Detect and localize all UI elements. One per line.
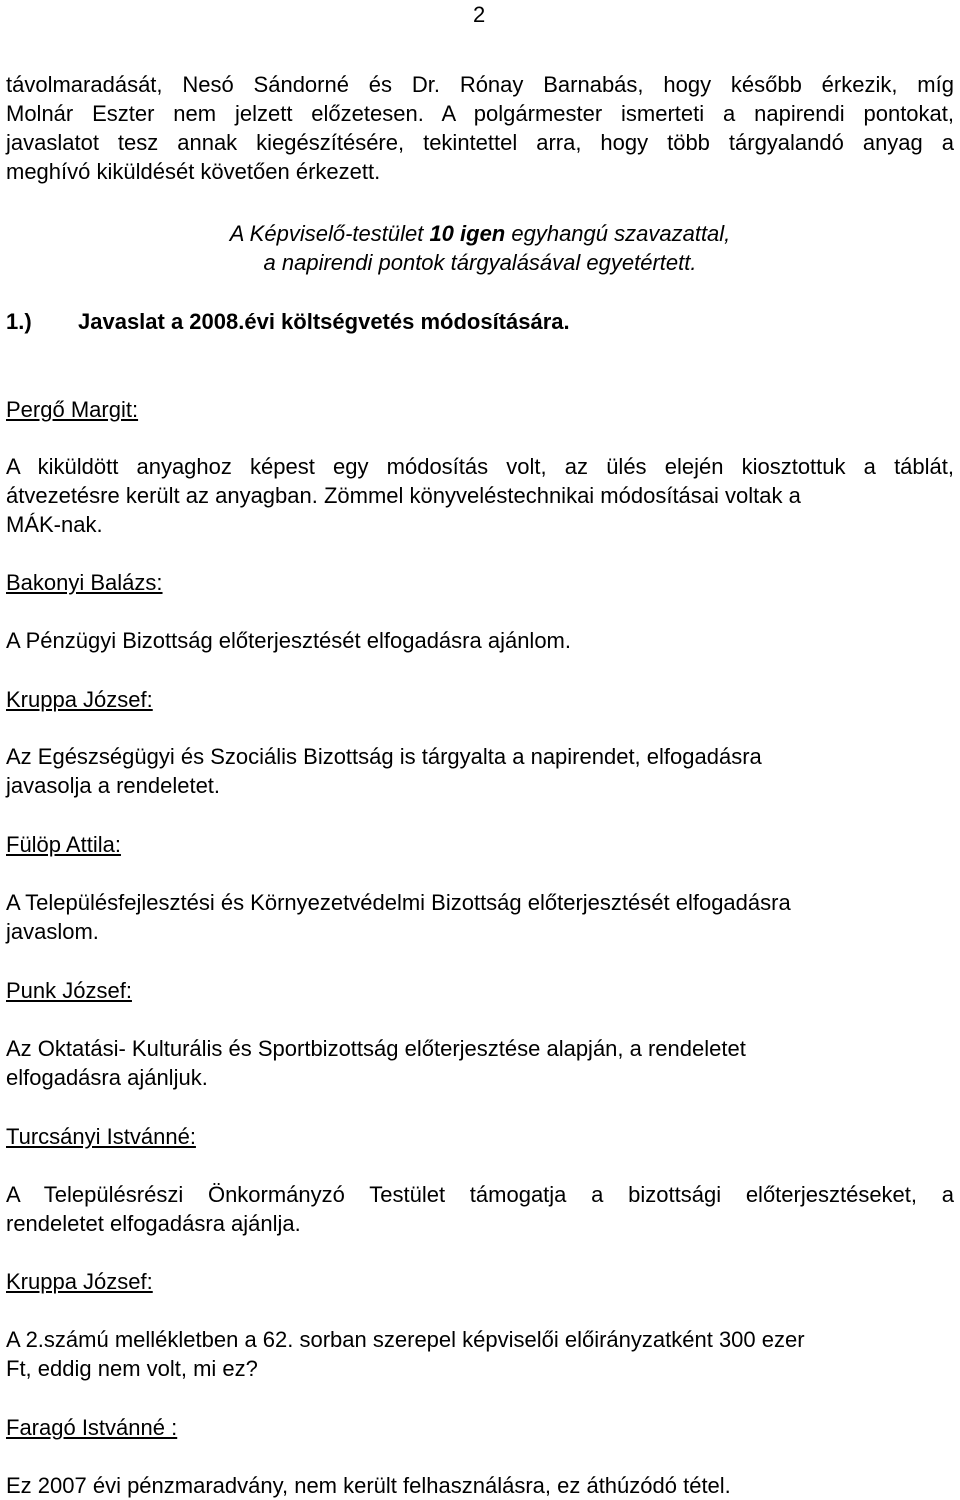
- speaker-name: Punk József:: [6, 978, 132, 1003]
- agenda-number: 1.): [6, 309, 32, 334]
- statement-line: Az Oktatási- Kulturális és Sportbizottság előterjesztése alapján, a rendeletet: [6, 1036, 746, 1061]
- statement-line: Az Egészségügyi és Szociális Bizottság is tárgyalta a napirendet, elfogadásra: [6, 744, 762, 769]
- speaker-name: Turcsányi Istvánné:: [6, 1124, 196, 1149]
- speaker-statement: [6, 888, 954, 946]
- speaker-name: Fülöp Attila:: [6, 832, 121, 857]
- resolution-statement: [0, 219, 960, 277]
- page-number: 2: [473, 2, 486, 27]
- speaker-statement: [6, 742, 954, 800]
- resolution-line-2: a napirendi pontok tárgyalásával egyetértett.: [263, 250, 697, 275]
- speaker-name: Kruppa József:: [6, 687, 153, 712]
- statement-line: javaslom.: [6, 919, 99, 944]
- intro-line: meghívó kiküldését követően érkezett.: [6, 159, 381, 184]
- vote-count: 10 igen: [429, 221, 506, 246]
- speaker-statement: [6, 452, 954, 539]
- agenda-heading: [6, 307, 570, 336]
- statement-line: A 2.számú mellékletben a 62. sorban szerepel képviselői előirányzatként 300 ezer: [6, 1327, 805, 1352]
- statement-line: Ez 2007 évi pénzmaradvány, nem került felhasználásra, ez áthúzódó tétel.: [6, 1473, 731, 1498]
- speaker-statement: [6, 1180, 954, 1238]
- statement-line: Ft, eddig nem volt, mi ez?: [6, 1356, 258, 1381]
- statement-line: A Településfejlesztési és Környezetvédelmi Bizottság előterjesztését elfogadásra: [6, 890, 791, 915]
- statement-line: rendeletet elfogadásra ajánlja.: [6, 1211, 301, 1236]
- speaker-name: Kruppa József:: [6, 1269, 153, 1294]
- statement-line: A kiküldött anyaghoz képest egy módosítás volt, az ülés elején kiosztottuk a táblát,: [6, 454, 954, 479]
- agenda-title: Javaslat a 2008.évi költségvetés módosítására.: [78, 309, 570, 334]
- resolution-line-1: A Képviselő-testület 10 igen egyhangú szavazattal,: [229, 221, 731, 246]
- speaker-name: Pergő Margit:: [6, 397, 139, 422]
- speaker-name: Bakonyi Balázs:: [6, 570, 163, 595]
- intro-line: javaslatot tesz annak kiegészítésére, tekintettel arra, hogy több tárgyalandó anyag a: [6, 130, 954, 155]
- intro-line: Molnár Eszter nem jelzett előzetesen. A polgármester ismerteti a napirendi pontokat,: [6, 101, 954, 126]
- statement-line: átvezetésre került az anyagban. Zömmel könyveléstechnikai módosításai voltak a: [6, 483, 801, 508]
- speaker-statement: [6, 1471, 954, 1500]
- statement-line: MÁK-nak.: [6, 512, 103, 537]
- statement-line: A Településrészi Önkormányzó Testület támogatja a bizottsági előterjesztéseket, a: [6, 1182, 954, 1207]
- speaker-name: Faragó Istvánné :: [6, 1415, 178, 1440]
- statement-line: A Pénzügyi Bizottság előterjesztését elfogadásra ajánlom.: [6, 628, 571, 653]
- speaker-statement: [6, 1325, 954, 1383]
- statement-line: elfogadásra ajánljuk.: [6, 1065, 208, 1090]
- intro-line: távolmaradását, Nesó Sándorné és Dr. Rónay Barnabás, hogy később érkezik, míg: [6, 72, 954, 97]
- speaker-statement: [6, 626, 954, 655]
- intro-paragraph: [6, 70, 954, 186]
- statement-line: javasolja a rendeletet.: [6, 773, 221, 798]
- speaker-statement: [6, 1034, 954, 1092]
